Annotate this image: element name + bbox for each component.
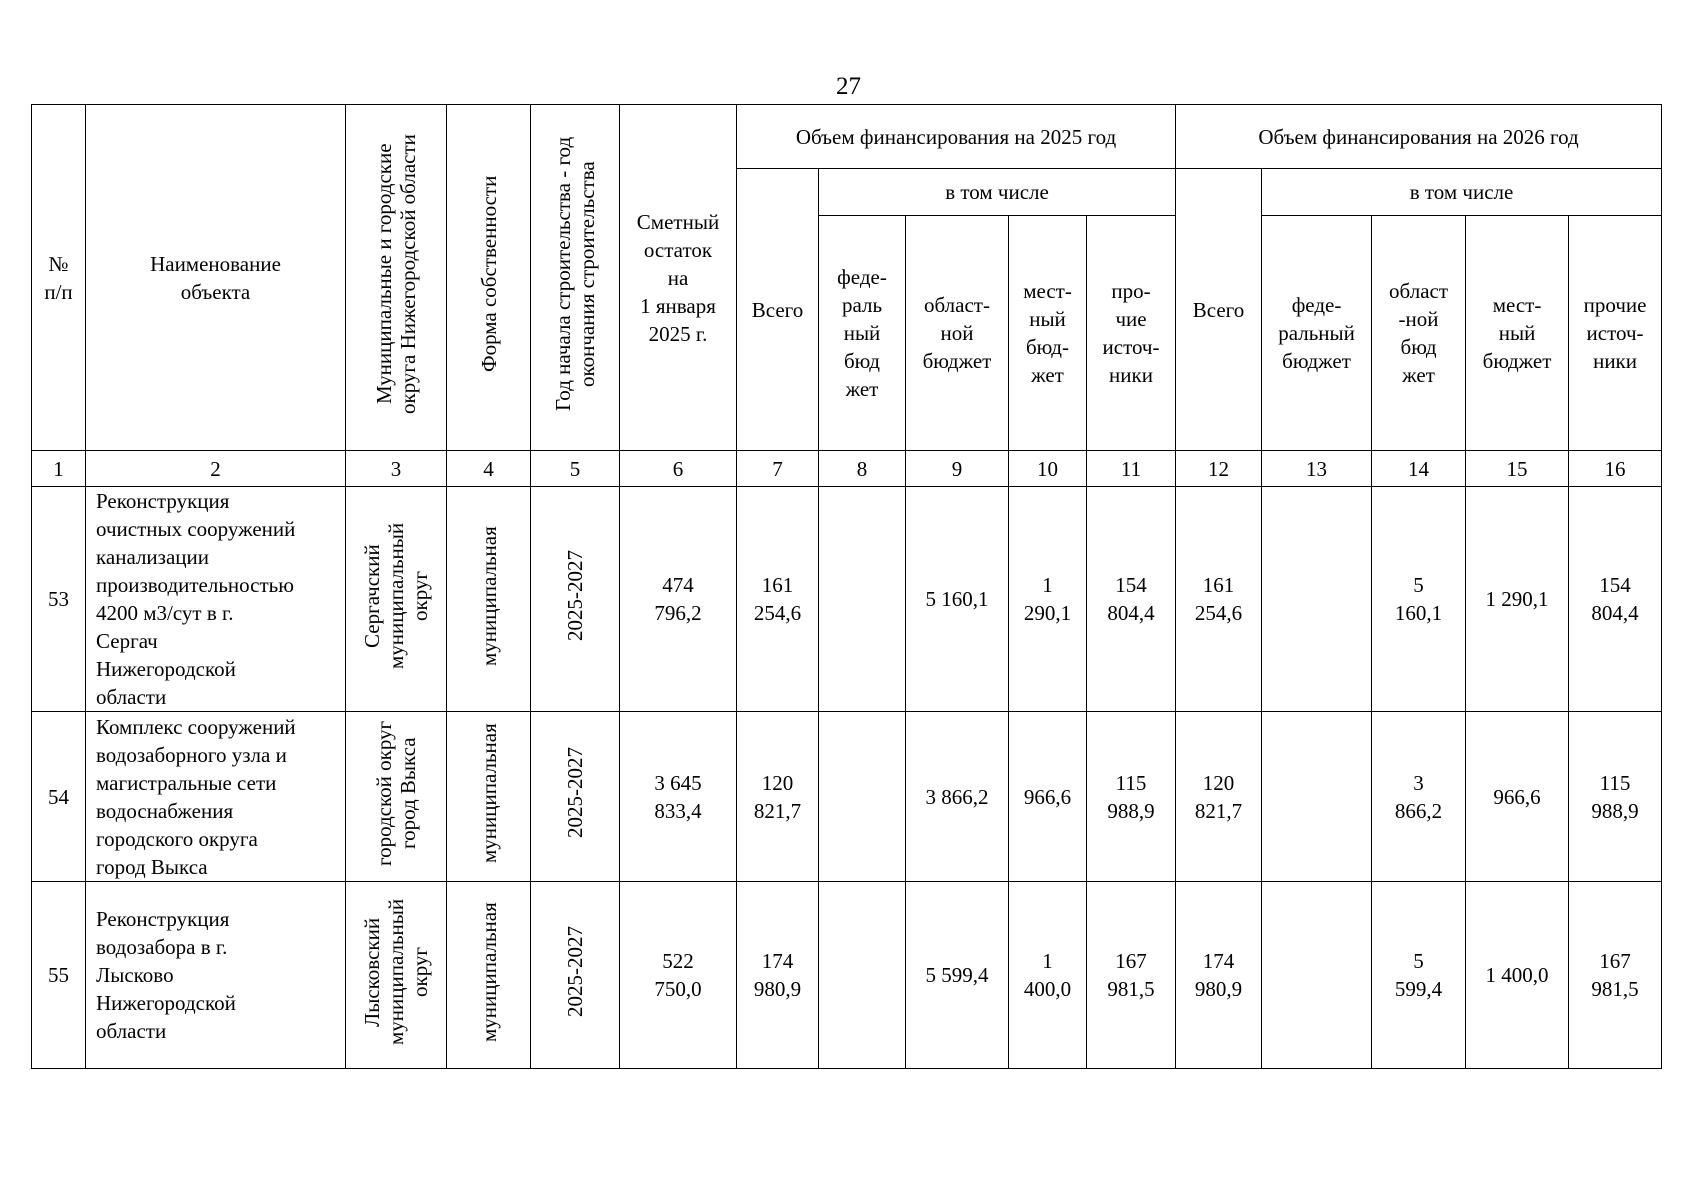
header-name (86, 105, 346, 451)
financing-table (31, 104, 1662, 1069)
row-oth-2025: 154 804,4 (1087, 487, 1176, 712)
row-loc-2026: 1 290,1 (1466, 487, 1569, 712)
table-row (32, 487, 1662, 712)
row-years (531, 882, 620, 1069)
header-group-2026: Объем финансирования на 2026 год (1176, 105, 1662, 169)
row-ownership (447, 712, 531, 882)
row-total-2025: 174 980,9 (737, 882, 819, 1069)
header-reg-2025 (906, 216, 1009, 451)
header-oth-2026 (1569, 216, 1662, 451)
column-number-row (32, 451, 1662, 487)
column-number: 10 (1009, 451, 1087, 487)
row-ownership (447, 487, 531, 712)
header-loc-2026 (1466, 216, 1569, 451)
row-fed-2026 (1262, 712, 1372, 882)
header-years-label: Год начала строительства - год окончания строительства (551, 136, 599, 412)
column-number: 12 (1176, 451, 1262, 487)
row-total-2026: 161 254,6 (1176, 487, 1262, 712)
row-municipality-label: городской округ город Выкса (372, 720, 420, 866)
header-estimate (620, 105, 737, 451)
header-group-2025: Объем финансирования на 2025 год (737, 105, 1176, 169)
column-number: 8 (819, 451, 906, 487)
column-number: 16 (1569, 451, 1662, 487)
header-loc-2025 (1009, 216, 1087, 451)
header-total-2025: Всего (737, 169, 819, 451)
column-number: 4 (447, 451, 531, 487)
column-number: 6 (620, 451, 737, 487)
header-estimate-label: Сметный остаток на 1 января 2025 г. (636, 209, 720, 346)
row-loc-2026: 966,6 (1466, 712, 1569, 882)
header-row-1 (32, 105, 1662, 169)
header-incl-2026: в том числе (1262, 169, 1662, 216)
row-oth-2025: 115 988,9 (1087, 712, 1176, 882)
row-total-2026: 120 821,7 (1176, 712, 1262, 882)
column-number: 7 (737, 451, 819, 487)
column-number: 15 (1466, 451, 1569, 487)
row-fed-2026 (1262, 882, 1372, 1069)
header-num-label: № п/п (44, 251, 73, 304)
column-number: 13 (1262, 451, 1372, 487)
row-loc-2026: 1 400,0 (1466, 882, 1569, 1069)
row-municipality (346, 882, 447, 1069)
row-ownership-label: муниципальная (476, 901, 501, 1042)
row-reg-2026: 5 599,4 (1372, 882, 1466, 1069)
header-years (531, 105, 620, 451)
header-total-2026: Всего (1176, 169, 1262, 451)
row-total-2025: 161 254,6 (737, 487, 819, 712)
row-reg-2026: 3 866,2 (1372, 712, 1466, 882)
header-fed-2025 (819, 216, 906, 451)
page-number: 27 (836, 73, 861, 100)
column-number: 11 (1087, 451, 1176, 487)
header-oth-2025 (1087, 216, 1176, 451)
row-ownership (447, 882, 531, 1069)
row-estimate: 522 750,0 (620, 882, 737, 1069)
column-number: 5 (531, 451, 620, 487)
header-municipality (346, 105, 447, 451)
table-row (32, 882, 1662, 1069)
header-name-label: Наименование объекта (150, 251, 281, 304)
header-num (32, 105, 86, 451)
row-num: 53 (32, 487, 86, 712)
row-oth-2026: 154 804,4 (1569, 487, 1662, 712)
header-fed-2026 (1262, 216, 1372, 451)
header-reg-2026-label: област -ной бюд жет (1389, 279, 1449, 387)
row-total-2025: 120 821,7 (737, 712, 819, 882)
row-years-label: 2025-2027 (563, 926, 587, 1017)
column-number: 14 (1372, 451, 1466, 487)
header-reg-2026 (1372, 216, 1466, 451)
header-ownership-label: Форма собственности (476, 175, 501, 373)
row-loc-2025: 1 290,1 (1009, 487, 1087, 712)
row-oth-2025: 167 981,5 (1087, 882, 1176, 1069)
row-num: 55 (32, 882, 86, 1069)
row-municipality-label: Лысковский муниципальный округ (360, 898, 432, 1045)
row-loc-2025: 966,6 (1009, 712, 1087, 882)
row-municipality-label: Сергачский муниципальный округ (360, 522, 432, 669)
row-fed-2025 (819, 882, 906, 1069)
row-municipality (346, 487, 447, 712)
column-number: 3 (346, 451, 447, 487)
row-ownership-label: муниципальная (476, 723, 501, 863)
row-municipality (346, 712, 447, 882)
row-reg-2025: 5 160,1 (906, 487, 1009, 712)
row-reg-2025: 3 866,2 (906, 712, 1009, 882)
row-estimate: 474 796,2 (620, 487, 737, 712)
row-loc-2025: 1 400,0 (1009, 882, 1087, 1069)
header-oth-2025-label: про- чие источ- ники (1102, 279, 1160, 387)
row-total-2026: 174 980,9 (1176, 882, 1262, 1069)
row-fed-2025 (819, 712, 906, 882)
row-years-label: 2025-2027 (563, 747, 587, 839)
row-fed-2026 (1262, 487, 1372, 712)
row-years (531, 712, 620, 882)
row-oth-2026: 115 988,9 (1569, 712, 1662, 882)
row-years (531, 487, 620, 712)
header-fed-2025-label: феде- раль ный бюд жет (837, 265, 887, 401)
row-reg-2025: 5 599,4 (906, 882, 1009, 1069)
header-ownership (447, 105, 531, 451)
header-loc-2026-label: мест- ный бюджет (1482, 293, 1552, 373)
row-years-label: 2025-2027 (563, 550, 587, 641)
table-row (32, 712, 1662, 882)
row-fed-2025 (819, 487, 906, 712)
row-object-name: Реконструкция водозабора в г. Лысково Нижегородской области (86, 882, 346, 1069)
header-loc-2025-label: мест- ный бюд- жет (1023, 279, 1072, 387)
row-oth-2026: 167 981,5 (1569, 882, 1662, 1069)
header-municipality-label: Муниципальные и городские округа Нижегородской области (372, 134, 420, 414)
header-incl-2025: в том числе (819, 169, 1176, 216)
row-reg-2026: 5 160,1 (1372, 487, 1466, 712)
column-number: 2 (86, 451, 346, 487)
row-object-name: Реконструкция очистных сооружений канализации производительностью 4200 м3/сут в г. Сергач Нижегородской области (86, 487, 346, 712)
header-oth-2026-label: прочие источ- ники (1583, 293, 1647, 373)
column-number: 9 (906, 451, 1009, 487)
header-reg-2025-label: област- ной бюджет (922, 293, 992, 373)
row-ownership-label: муниципальная (476, 525, 501, 666)
row-num: 54 (32, 712, 86, 882)
row-estimate: 3 645 833,4 (620, 712, 737, 882)
column-number: 1 (32, 451, 86, 487)
row-object-name: Комплекс сооружений водозаборного узла и магистральные сети водоснабжения городского округа город Выкса (86, 712, 346, 882)
header-fed-2026-label: феде- ральный бюджет (1278, 293, 1355, 373)
